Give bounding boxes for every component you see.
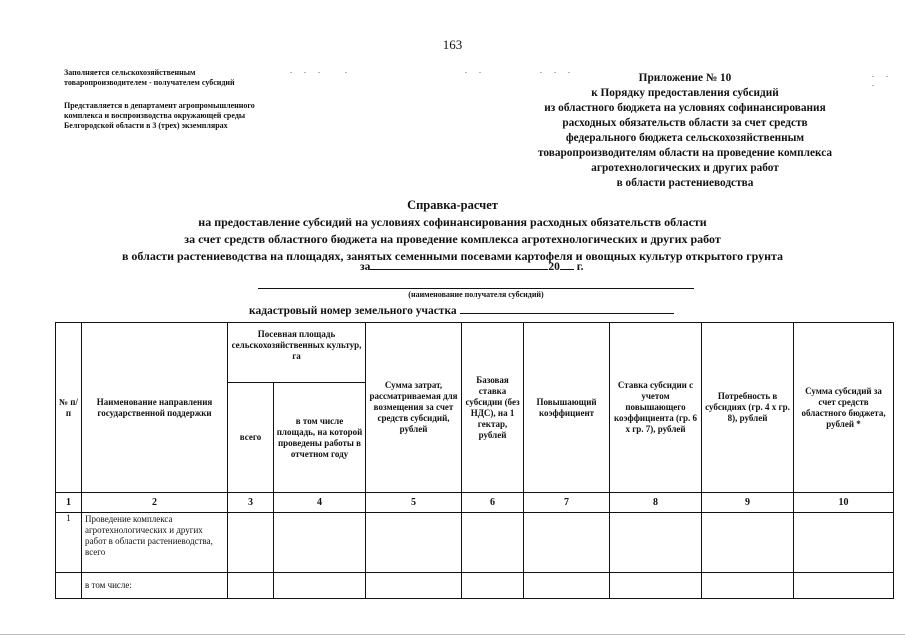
column-number: 9 — [702, 493, 794, 513]
cell-coefficient[interactable] — [524, 573, 610, 599]
column-number: 8 — [610, 493, 702, 513]
header-direction: Наименование направления государственной поддержки — [82, 323, 228, 493]
column-number: 7 — [524, 493, 610, 513]
row-number: 1 — [56, 513, 82, 573]
scan-dots: . . . — [540, 66, 575, 75]
cell-costs[interactable] — [366, 513, 462, 573]
document-title — [0, 197, 905, 265]
appendix-line: в области растениеводства — [616, 177, 754, 189]
column-number: 4 — [274, 493, 366, 513]
cell-area-worked[interactable] — [274, 573, 366, 599]
report-period — [360, 258, 584, 273]
title-line: в области растениеводства на площадях, занятых семенными посевами картофеля и овощных культур открытого грунта — [121, 249, 784, 263]
appendix-line: товаропроизводителям области на проведение комплекса — [537, 147, 832, 159]
submitted-to-line: Белгородской области в 3 (трех) экземплярах — [64, 121, 228, 130]
column-number: 2 — [82, 493, 228, 513]
cadastral-number — [249, 302, 674, 317]
appendix-line: федерального бюджета сельскохозяйственным — [565, 132, 805, 144]
cell-area-total[interactable] — [228, 513, 274, 573]
header-need: Потребность в субсидиях (гр. 4 x гр. 8), рублей — [702, 323, 794, 493]
header-number: № п/п — [56, 323, 82, 493]
period-suffix: г. — [576, 261, 584, 273]
submitted-to-line: комплекса и воспроизводства окружающей среды — [64, 111, 246, 120]
header-coefficient: Повышающий коэффициент — [524, 323, 610, 493]
period-field[interactable] — [370, 258, 548, 270]
period-year: 20 — [548, 261, 560, 273]
page-edge-line — [0, 634, 905, 635]
appendix-header — [470, 71, 900, 191]
filled-by-line: Заполняется сельскохозяйственным — [64, 68, 196, 77]
scan-dots: . . . — [290, 66, 325, 75]
page-number: 163 — [442, 37, 463, 52]
title-line: за счет средств областного бюджета на проведение комплекса агротехнологических и других работ — [184, 232, 721, 246]
header-area-total: всего — [228, 383, 274, 493]
recipient-field[interactable] — [258, 288, 694, 289]
appendix-line: к Порядку предоставления субсидий — [591, 87, 779, 99]
recipient-caption: (наименование получателя субсидий) — [408, 290, 544, 299]
appendix-line: агротехнологических и других работ — [591, 162, 779, 174]
cell-subsidy-sum[interactable] — [794, 573, 894, 599]
column-number: 10 — [794, 493, 894, 513]
appendix-line: расходных обязательств области за счет средств — [562, 117, 808, 129]
title-line: на предоставление субсидий на условиях софинансирования расходных обязательств области — [198, 215, 707, 229]
scan-dots: . — [345, 66, 352, 75]
table-row — [56, 573, 894, 599]
filled-by-line: товаропроизводителем - получателем субсидий — [64, 78, 235, 87]
column-number: 5 — [366, 493, 462, 513]
header-area-group: Посевная площадь сельскохозяйственных культур, га — [228, 323, 366, 383]
cell-coefficient[interactable] — [524, 513, 610, 573]
header-rate-adjusted: Ставка субсидии с учетом повышающего коэффициента (гр. 6 x гр. 7), рублей — [610, 323, 702, 493]
filled-by-note — [64, 68, 304, 88]
submitted-to-line: Представляется в департамент агропромышленного — [64, 101, 255, 110]
cell-need[interactable] — [702, 573, 794, 599]
cell-need[interactable] — [702, 513, 794, 573]
cell-rate-adjusted[interactable] — [610, 513, 702, 573]
cell-rate-adjusted[interactable] — [610, 573, 702, 599]
column-number: 6 — [462, 493, 524, 513]
cell-costs[interactable] — [366, 573, 462, 599]
cadastral-label: кадастровый номер земельного участка — [249, 305, 457, 317]
header-area-worked: в том числе площадь, на которой проведены работы в отчетном году — [274, 383, 366, 493]
period-year-field[interactable] — [560, 258, 574, 270]
period-prefix: за — [360, 261, 371, 273]
table-row — [56, 513, 894, 573]
column-number: 1 — [56, 493, 82, 513]
cell-area-total[interactable] — [228, 573, 274, 599]
scan-dots: . . — [465, 66, 486, 75]
cell-area-worked[interactable] — [274, 513, 366, 573]
header-subsidy-sum: Сумма субсидий за счет средств областного бюджета, рублей * — [794, 323, 894, 493]
scan-dots: . . . — [872, 70, 893, 88]
cell-subsidy-sum[interactable] — [794, 513, 894, 573]
row-number — [56, 573, 82, 599]
column-number: 3 — [228, 493, 274, 513]
header-base-rate: Базовая ставка субсидии (без НДС), на 1 гектар, рублей — [462, 323, 524, 493]
title-line: Справка-расчет — [407, 198, 498, 212]
header-costs: Сумма затрат, рассматриваемая для возмещения за счет средств субсидий, рублей — [366, 323, 462, 493]
appendix-line: Приложение № 10 — [638, 72, 732, 84]
subsidy-table — [55, 322, 894, 599]
submitted-to-note — [64, 101, 314, 131]
appendix-line: из областного бюджета на условиях софинансирования — [544, 102, 826, 114]
cadastral-field[interactable] — [460, 302, 674, 314]
cell-base-rate[interactable] — [462, 513, 524, 573]
row-name: в том числе: — [82, 573, 228, 599]
cell-base-rate[interactable] — [462, 573, 524, 599]
row-name: Проведение комплекса агротехнологических и других работ в области растениеводства, всего — [82, 513, 228, 573]
